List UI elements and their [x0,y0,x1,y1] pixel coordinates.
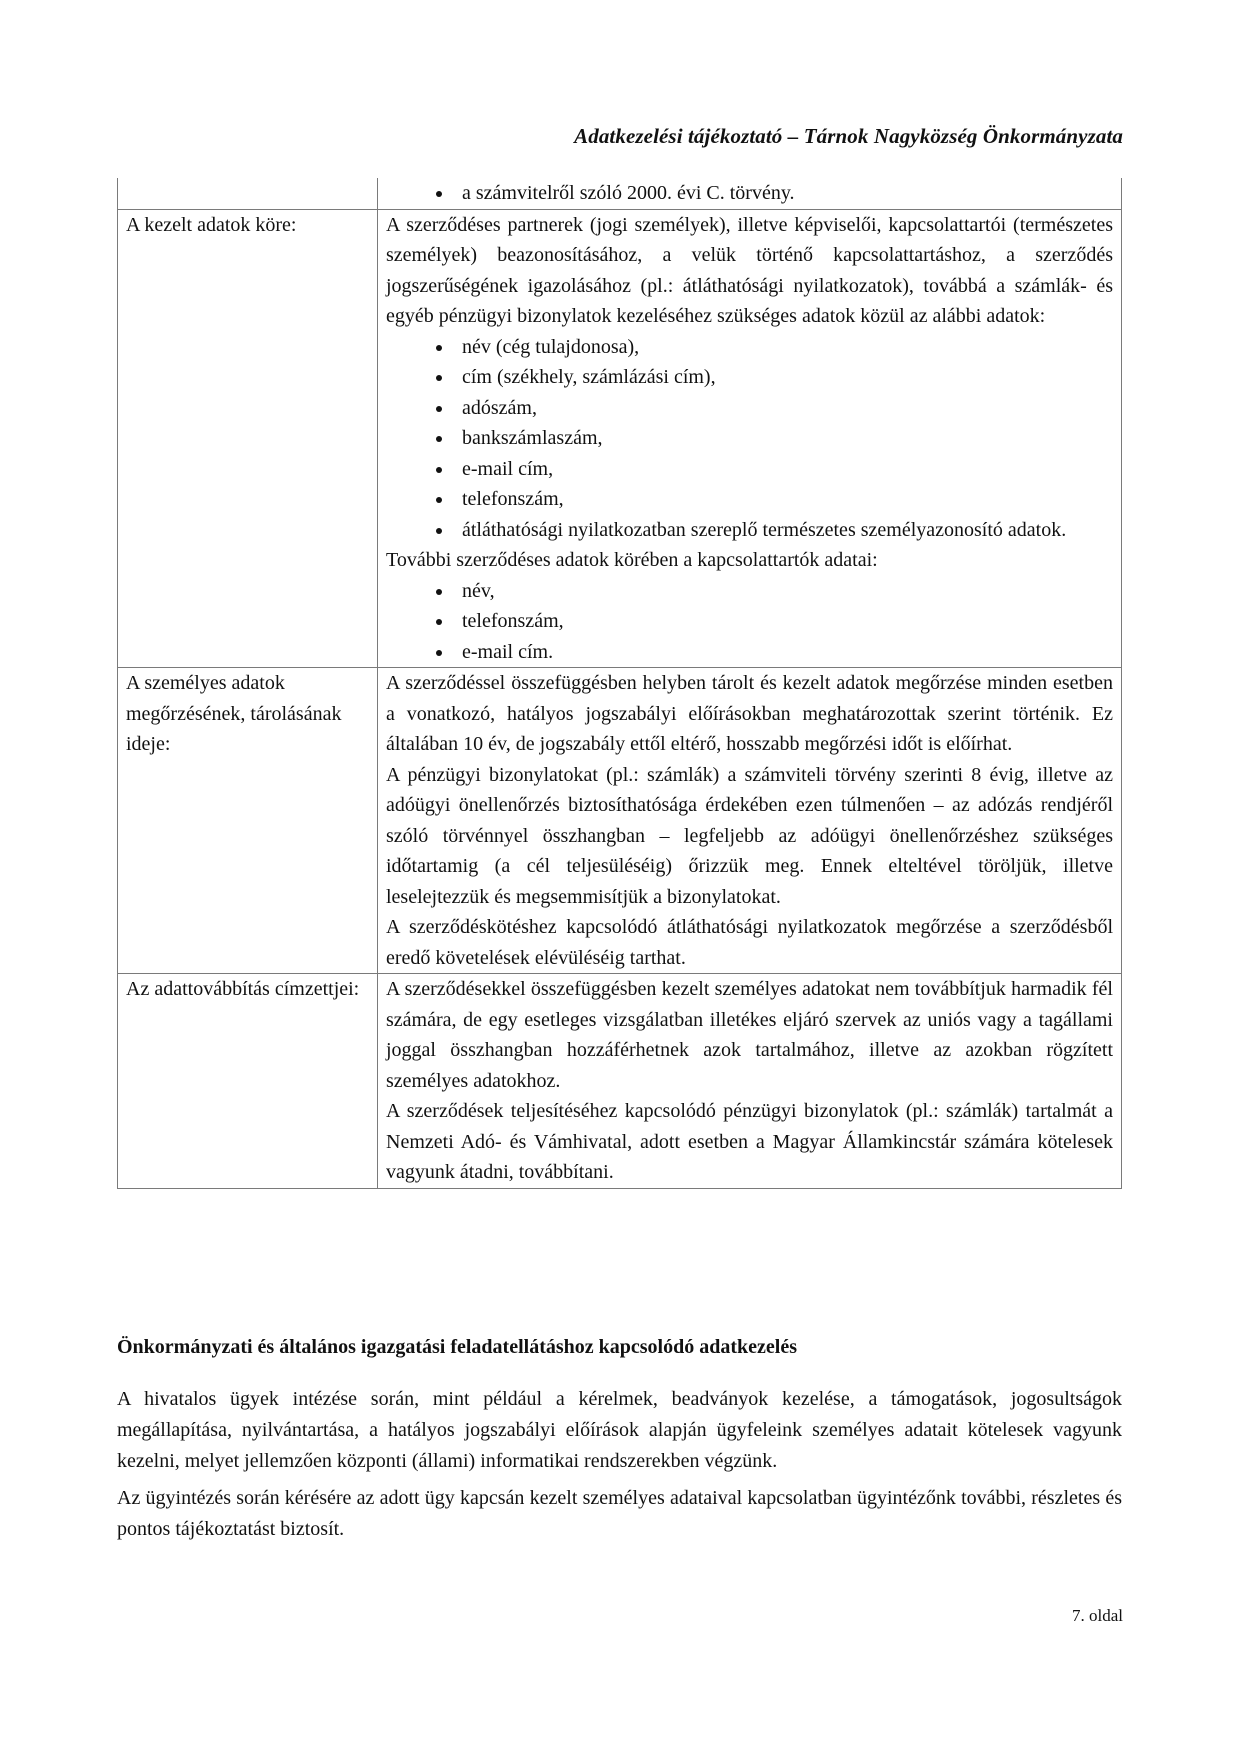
list-item: • név, [454,576,1113,607]
table-row [118,974,1122,1189]
list-item: • bankszámlaszám, [454,423,1113,454]
list-item: • adószám, [454,393,1113,424]
table-row [118,178,1122,209]
document-header: Adatkezelési tájékoztató – Tárnok Nagyközség Önkormányzata [574,124,1123,148]
list-item: • e-mail cím. [454,637,1113,668]
row-label: Az adattovábbítás címzettjei: [118,974,378,1189]
row-paragraph: A szerződéssel összefüggésben helyben tárolt és kezelt adatok megőrzése minden esetben a vonatkozó, hatályos jogszabályi előírásokban meghatározottak szerint történik. Ez általában 10 év, de jogszabály ettől eltérő, hosszabb megőrzési időt is előírhat. [386,672,1113,755]
list-item: • e-mail cím, [454,454,1113,485]
row-label: A személyes adatok megőrzésének, tárolásának ideje: [118,668,378,974]
body-paragraph: A hivatalos ügyek intézése során, mint például a kérelmek, beadványok kezelése, a támogatások, jogosultságok megállapítása, nyilvántartása, a hatályos jogszabályi előírások alapján ügyfeleink személyes adatait kötelesek vagyunk kezelni, melyet jellemzően központi (állami) informatikai rendszerekben végzünk. [117,1388,1122,1472]
section-body [117,1384,1122,1551]
page-number: 7. oldal [1072,1606,1123,1625]
row-paragraph: További szerződéses adatok körében a kapcsolattartók adatai: [386,549,878,571]
section-heading: Önkormányzati és általános igazgatási feladatellátáshoz kapcsolódó adatkezelés [117,1336,797,1358]
list-item: • cím (székhely, számlázási cím), [454,362,1113,393]
bullet-list [386,576,1113,668]
row-label [118,178,378,209]
row-paragraph: A pénzügyi bizonylatokat (pl.: számlák) a számviteli törvény szerinti 8 évig, illetve az adóügyi önellenőrzés biztosíthatósága érdekében ezen túlmenően – az adózás rendjéről szóló törvénnyel összhangban – legfeljebb az adóügyi önellenőrzéshez szükséges időtartamig (a cél teljesüléséig) őrizzük meg. Ennek elteltével töröljük, illetve leselejtezzük és megsemmisítjük a bizonylatokat. [386,763,1113,908]
data-processing-table [117,178,1122,1189]
row-content [378,668,1122,974]
row-content [378,974,1122,1189]
bullet-list [386,178,1113,209]
list-item: • átláthatósági nyilatkozatban szereplő természetes személyazonosító adatok. [454,515,1113,546]
row-paragraph: A szerződéskötéshez kapcsolódó átláthatósági nyilatkozatok megőrzése a szerződésből eredő követelések elévüléséig tarthat. [386,916,1113,969]
table-row [118,209,1122,668]
row-content [378,178,1122,209]
list-item: • név (cég tulajdonosa), [454,332,1113,363]
row-paragraph: A szerződéses partnerek (jogi személyek), illetve képviselői, kapcsolattartói (természetes személyek) beazonosításához, a velük történő kapcsolattartáshoz, a szerződés jogszerűségének igazolásához (pl.: átláthatósági nyilatkozatok), továbbá a számlák- és egyéb pénzügyi bizonylatok kezeléséhez szükséges adatok közül az alábbi adatok: [386,213,1113,327]
row-paragraph: A szerződések teljesítéséhez kapcsolódó pénzügyi bizonylatok (pl.: számlák) tartalmát a Nemzeti Adó- és Vámhivatal, adott esetben a Magyar Államkincstár számára kötelesek vagyunk átadni, továbbítani. [386,1100,1113,1183]
table-row [118,668,1122,974]
list-item: • a számvitelről szóló 2000. évi C. törvény. [454,178,1113,209]
row-label: A kezelt adatok köre: [118,209,378,668]
row-paragraph: A szerződésekkel összefüggésben kezelt személyes adatokat nem továbbítjuk harmadik fél számára, de egy esetleges vizsgálatban illetékes eljáró szervek az uniós vagy a tagállami joggal összhangban hozzáférhetnek azok tartalmához, illetve az azokban rögzített személyes adatokhoz. [386,978,1113,1092]
list-item: • telefonszám, [454,484,1113,515]
bullet-list [386,332,1113,546]
row-content [378,209,1122,668]
body-paragraph: Az ügyintézés során kérésére az adott ügy kapcsán kezelt személyes adataival kapcsolatban ügyintézőnk további, részletes és pontos tájékoztatást biztosít. [117,1487,1122,1540]
list-item: • telefonszám, [454,606,1113,637]
